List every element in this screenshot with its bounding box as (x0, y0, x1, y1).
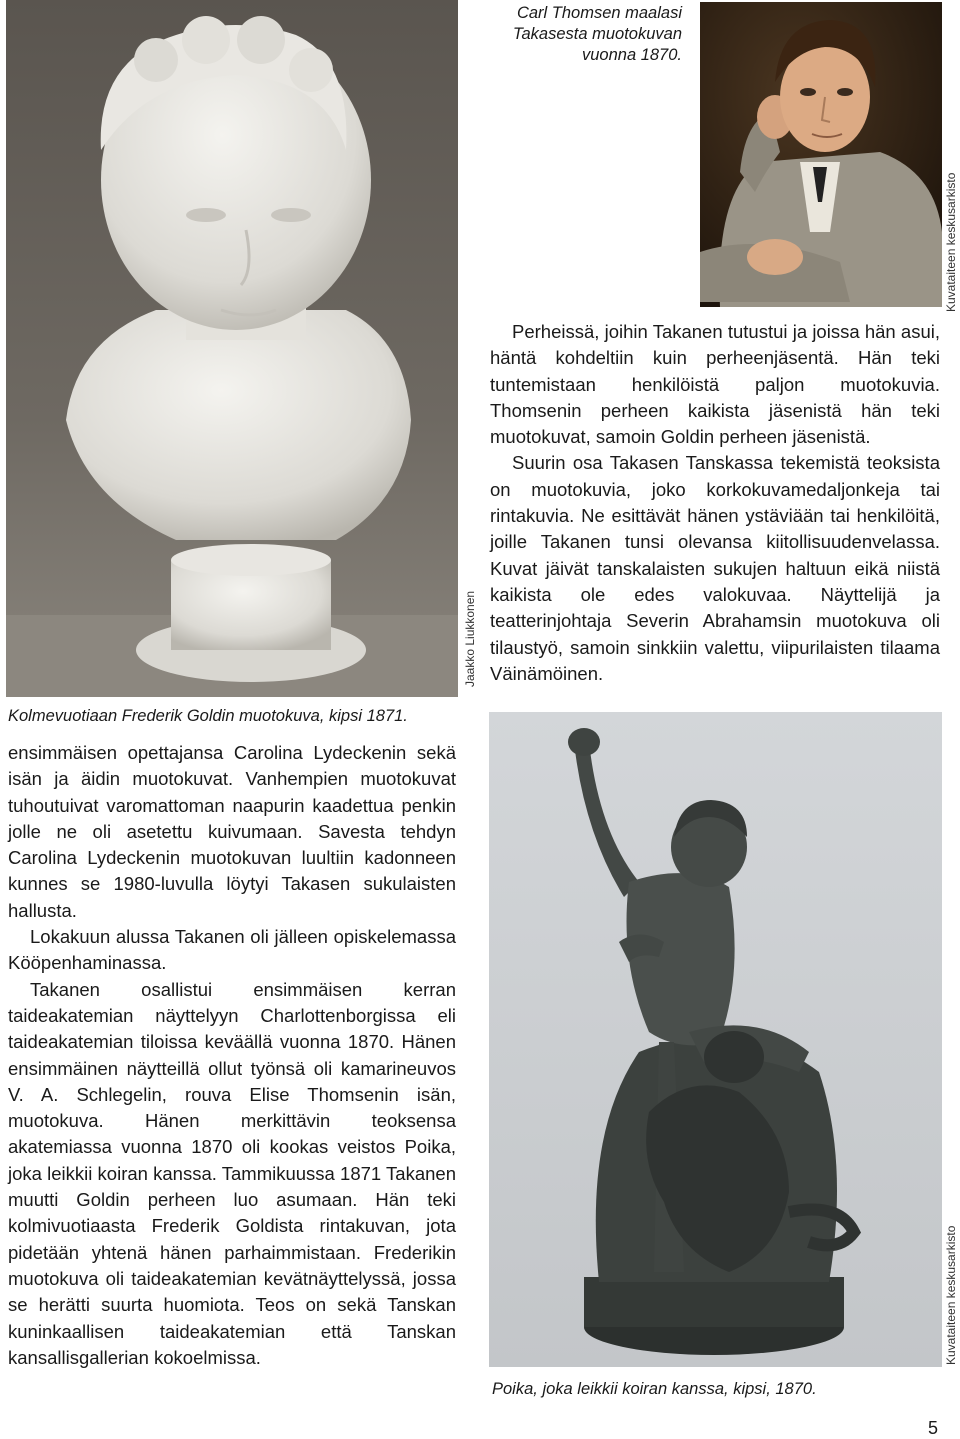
bust-photo-caption: Kolmevuotiaan Frederik Goldin muotokuva, kipsi 1871. (8, 707, 408, 725)
bust-illustration (6, 0, 458, 697)
portrait-illustration (700, 2, 942, 307)
statue-illustration (489, 712, 942, 1367)
statue-photo-caption: Poika, joka leikkii koiran kanssa, kipsi, 1870. (492, 1380, 817, 1398)
page-number: 5 (928, 1418, 939, 1438)
portrait-photo (700, 2, 942, 307)
right-column-text (490, 319, 940, 687)
statue-photo-credit: Kuvataiteen keskusarkisto (944, 1225, 958, 1365)
right-paragraph-1: Perheissä, joihin Takanen tutustui ja joissa hän asui, häntä kohdeltiin kuin perheenjäsentä. Hän teki tuntemistaan henkilöistä paljon muotokuvia. Thomsenin perheen kaikista jäsenistä hän teki muotokuvat, samoin Goldin perheen jäsenistä. (490, 321, 940, 448)
portrait-caption-line-1: Carl Thomsen maalasi (516, 4, 682, 22)
left-paragraph-1: ensimmäisen opettajansa Carolina Lydeckenin sekä isän ja äidin muotokuvat. Vanhempien muotokuvat tuhoutuivat varomattoman naapurin kaadettua penkin jolle ne oli asetettu kuivumaan. Savesta tehdyn Carolina Lydeckenin muotokuvan luultiin kadonneen kunnes se 1980-luvulla löytyi Takasen sukulaisten hallusta. (8, 742, 456, 921)
portrait-caption-line-2: Takasesta muotokuvan (512, 25, 682, 43)
right-paragraph-2: Suurin osa Takasen Tanskassa tekemistä teoksista on muotokuvia, joko korkokuvamedaljonkeja tai rintakuvia. Ne esittävät hänen ystäviään tai henkilöitä, joille Takanen tunsi olevansa kiitollisuudenvelassa. Kuvat jäivät tanskalaisten sukujen haltuun eikä niistä kaikista ole edes valokuvaa. Näyttelijä ja teatterinjohtaja Severin Abrahamsin muotokuva oli tilaustyö, samoin sinkkiin valettu, viipurilaisten tilaama Väinämöinen. (490, 452, 940, 684)
portrait-photo-credit: Kuvataiteen keskusarkisto (944, 172, 958, 312)
portrait-caption-line-3: vuonna 1870. (581, 46, 682, 64)
left-column-text (8, 740, 456, 1371)
bust-photo (6, 0, 458, 697)
statue-photo (489, 712, 942, 1367)
bust-photo-credit: Jaakko Liukkonen (463, 590, 477, 687)
portrait-caption (470, 3, 682, 66)
left-paragraph-3: Takanen osallistui ensimmäisen kerran taideakatemian näyttelyyn Charlottenborgissa eli taideakatemian tiloissa keväällä vuonna 1870. Hänen ensimmäinen näytteillä ollut työnsä oli kamarineuvos V. A. Schlegelin, rouva Elise Thomsenin isän, muotokuva. Hänen merkittävin teoksensa akatemiassa vuonna 1870 oli kookas veistos Poika, joka leikkii koiran kanssa. Tammikuussa 1871 Takanen muutti Goldin perheen luo asumaan. Hän teki kolmivuotiaasta Frederik Goldista rintakuvan, jota pidetään yhtenä hänen parhaimmistaan. Frederikin muotokuva oli taideakatemian kevätnäyttelyssä, jossa se herätti suurta huomiota. Teos on sekä Tanskan kuninkaallisen taideakatemian että Tanskan kansallisgallerian kokoelmissa. (8, 978, 456, 1368)
left-paragraph-2: Lokakuun alussa Takanen oli jälleen opiskelemassa Kööpenhaminassa. (8, 926, 456, 974)
